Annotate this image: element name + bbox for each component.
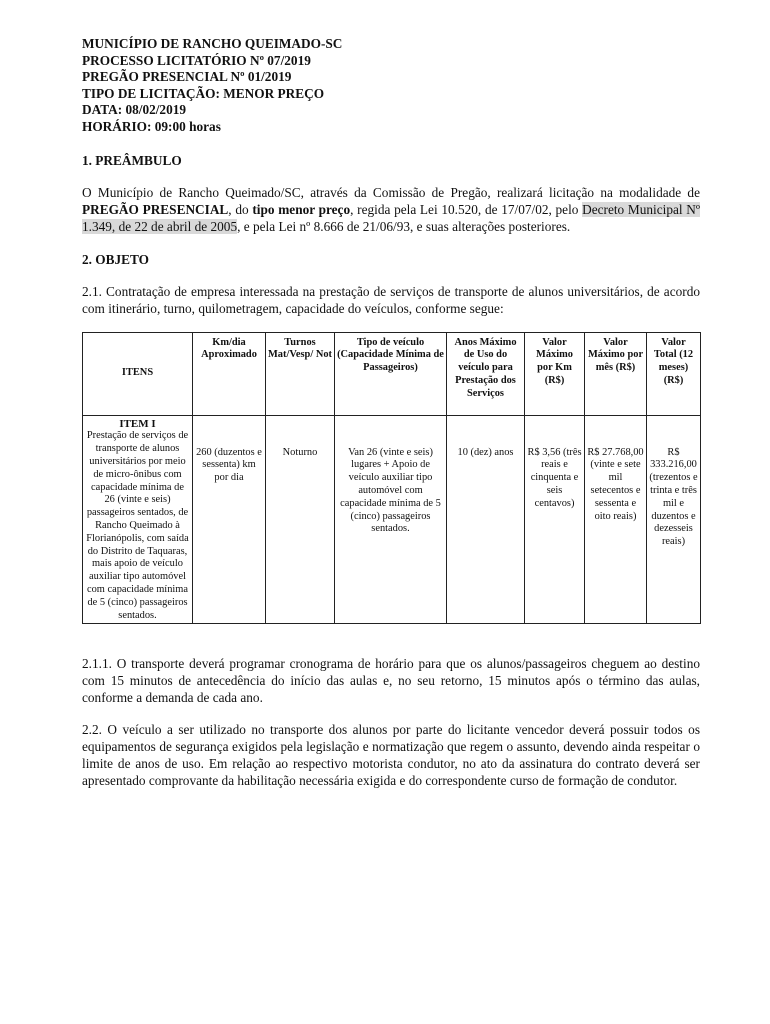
- header-data: DATA: 08/02/2019: [82, 102, 187, 118]
- preambulo-text: O Município de Rancho Queimado/SC, através da Comissão de Pregão, realizará licitação na modalidade de: [82, 184, 700, 200]
- preambulo-bold-tipo: tipo menor preço: [252, 201, 351, 217]
- highlighted-decreto: Decreto Municipal Nº 1.349, de 22 de abril de 2005: [82, 201, 700, 234]
- header-turnos: Turnos Mat/Vesp/ Not: [266, 332, 335, 415]
- document-header: [82, 36, 700, 136]
- header-valor-total: Valor Total (12 meses) (R$): [647, 332, 701, 415]
- paragraph-2-1-1: 2.1.1. O transporte deverá programar cronograma de horário para que os alunos/passageiros cheguem ao destino com 15 minutos de antecedência do início das aulas e, no seu retorno, 15 minutos após o término das aulas, conforme a demanda de cada ano.: [82, 656, 700, 706]
- section-title-objeto: 2. OBJETO: [82, 251, 149, 267]
- header-pregao: PREGÃO PRESENCIAL Nº 01/2019: [82, 69, 292, 85]
- header-horario: HORÁRIO: 09:00 horas: [82, 118, 221, 134]
- table-header-row: [83, 332, 701, 415]
- header-valor-mes: Valor Máximo por mês (R$): [585, 332, 647, 415]
- preambulo-text: , e pela Lei nº 8.666 de 21/06/93, e suas alterações posteriores.: [237, 218, 571, 234]
- header-municipio: MUNICÍPIO DE RANCHO QUEIMADO-SC: [82, 36, 343, 51]
- cell-valor-km: R$ 3,56 (três reais e cinquenta e seis centavos): [525, 415, 585, 624]
- paragraph-2-2: 2.2. O veículo a ser utilizado no transporte dos alunos por parte do licitante vencedor deverá possuir todos os equipamentos de segurança exigidos pela legislação e normatização que regem o assunto, devendo ainda respeitar o limite de anos de uso. Em relação ao respectivo motorista condutor, no ato da assinatura do contrato deverá ser apresentado comprovante da habilitação necessária exigida e do correspondente curso de formação de condutor.: [82, 722, 700, 789]
- header-itens: ITENS: [83, 332, 193, 415]
- header-km-dia: Km/dia Aproximado: [193, 332, 266, 415]
- cell-km: 260 (duzentos e sessenta) km por dia: [193, 415, 266, 624]
- paragraph-2-1: 2.1. Contratação de empresa interessada na prestação de serviços de transporte de alunos universitários, de acordo com itinerário, turno, quilometragem, capacidade do veículos, conforme segue:: [82, 283, 700, 316]
- preambulo-text: , regida pela Lei 10.520, de 17/07/02, pelo: [350, 201, 583, 217]
- table-row: [83, 415, 701, 624]
- header-tipo-veiculo: Tipo de veículo (Capacidade Mínima de Passageiros): [335, 332, 447, 415]
- header-tipo: TIPO DE LICITAÇÃO: MENOR PREÇO: [82, 85, 325, 101]
- cell-valor-total: R$ 333.216,00 (trezentos e trinta e três mil e duzentos e dezesseis reais): [647, 415, 701, 624]
- cell-anos: 10 (dez) anos: [447, 415, 525, 624]
- cell-veiculo: Van 26 (vinte e seis) lugares + Apoio de veículo auxiliar tipo automóvel com capacidade mínima de 5 (cinco) passageiros sentados.: [335, 415, 447, 624]
- item-title: ITEM I: [119, 417, 156, 430]
- item-description: Prestação de serviços de transporte de alunos universitários por meio de micro-ônibus com capacidade mínima de 26 (vinte e seis) passageiros sentados, de Rancho Queimado à Florianópolis, com saída do Distrito de Taquaras, mais apoio de veículo auxiliar tipo automóvel com capacidade mínima de 5 (cinco) passageiros sentados.: [86, 430, 189, 621]
- items-table: [82, 332, 701, 625]
- preambulo-bold-modalidade: PREGÃO PRESENCIAL: [82, 201, 229, 217]
- header-processo: PROCESSO LICITATÓRIO Nº 07/2019: [82, 52, 311, 68]
- section-title-preambulo: 1. PREÂMBULO: [82, 152, 182, 168]
- preambulo-text: , do: [228, 201, 253, 217]
- header-valor-km: Valor Máximo por Km (R$): [525, 332, 585, 415]
- document-page: [82, 36, 700, 789]
- preambulo-paragraph: [82, 184, 700, 235]
- cell-turno: Noturno: [266, 415, 335, 624]
- header-anos-uso: Anos Máximo de Uso do veículo para Prestação dos Serviços: [447, 332, 525, 415]
- cell-valor-mes: R$ 27.768,00 (vinte e sete mil setecentos e sessenta e oito reais): [585, 415, 647, 624]
- cell-item: [83, 415, 193, 624]
